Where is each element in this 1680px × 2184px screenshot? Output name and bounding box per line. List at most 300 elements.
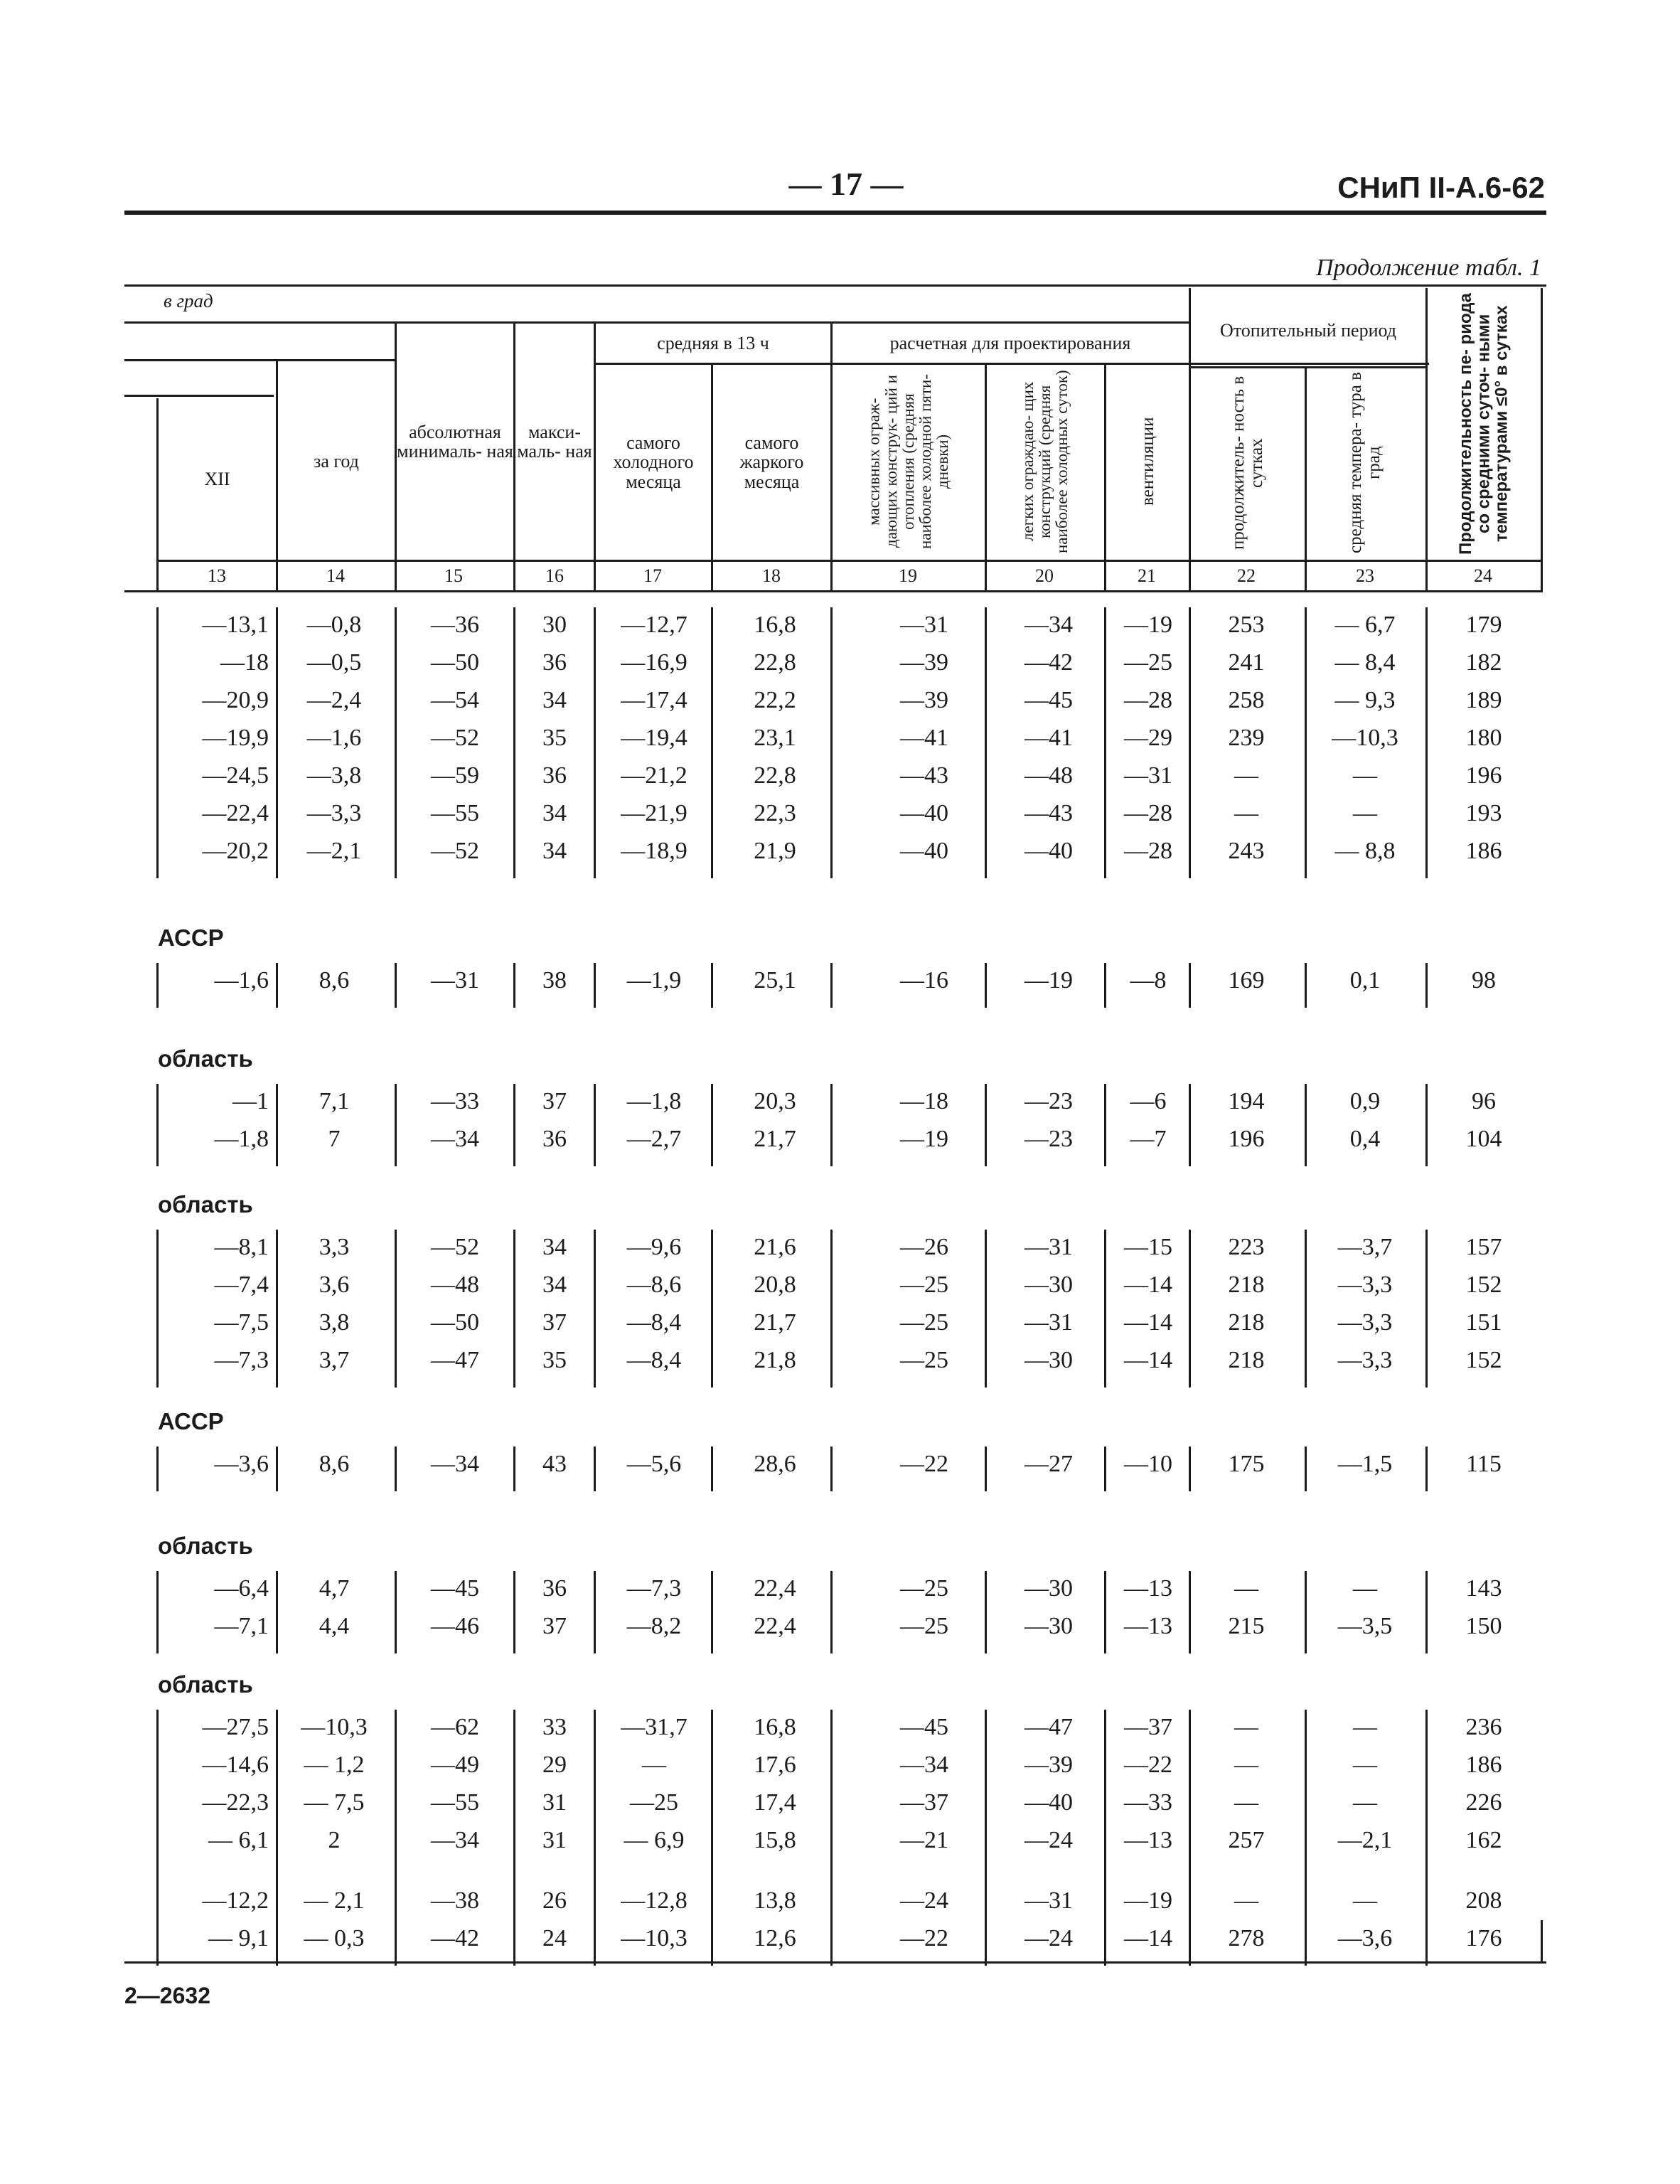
table-cell: 0,1 [1349,967,1381,994]
table-cell: — 6,7 [1334,612,1396,638]
column-divider [1305,1571,1307,1653]
column-divider [513,607,515,878]
table-cell: —2,7 [626,1126,682,1152]
table-cell: 253 [1228,612,1265,638]
table-cell: —40 [900,838,948,864]
table-cell: — [1353,800,1377,826]
table-cell: 3,7 [319,1347,350,1373]
column-divider [830,1710,833,1966]
table-cell: —15 [1124,1234,1172,1260]
header-divider [1305,366,1307,590]
table-cell: 0,4 [1349,1126,1381,1152]
table-cell: 36 [542,762,567,789]
region-label: область [158,1045,253,1072]
column-divider [594,1084,596,1166]
table-cell: —3,3 [1337,1272,1393,1298]
table-cell: — [1234,1789,1258,1816]
table-cell: 16,8 [754,612,796,638]
table-cell: 152 [1465,1347,1502,1373]
table-cell: 21,6 [754,1234,796,1260]
column-divider [395,1710,397,1966]
column-divider [985,963,987,1008]
table-cell: —30 [1024,1613,1073,1639]
table-cell: —7,1 [214,1613,269,1639]
table-cell: —34 [431,1451,479,1477]
column-header-20: легких ограждаю- щих конструкций (средняя наиболее холодных суток) [1018,370,1071,553]
table-cell: —31 [900,612,948,638]
column-divider [276,1084,278,1166]
column-number: 21 [1138,565,1156,586]
table-cell: —24 [1024,1827,1073,1853]
header-divider [985,363,987,590]
table-cell: — [1353,1575,1377,1602]
table-cell: 278 [1228,1925,1265,1951]
table-cell: —28 [1124,800,1172,826]
column-divider [985,1084,987,1166]
column-divider [1104,963,1106,1008]
table-cell: —28 [1124,838,1172,864]
table-cell: —21,9 [621,800,687,826]
column-divider [395,963,397,1008]
table-cell: — [642,1752,666,1778]
table-cell: — 2,1 [304,1887,365,1914]
column-divider [830,1571,833,1653]
column-divider [1305,1710,1307,1966]
table-cell: 15,8 [754,1827,796,1853]
table-cell: —1,6 [214,967,269,994]
table-cell: — [1234,1887,1258,1914]
table-cell: —2,4 [306,687,362,713]
table-cell: —33 [431,1088,479,1114]
column-divider [1104,1447,1106,1491]
table-cell: —13 [1124,1827,1172,1853]
column-header-18: самого жаркого месяца [739,432,804,492]
column-divider [395,1230,397,1387]
column-divider [1189,1571,1191,1653]
column-divider [156,607,159,878]
column-divider [156,1230,159,1387]
region-label: область [158,1671,253,1698]
table-cell: —41 [900,725,948,751]
table-cell: —3,5 [1337,1613,1393,1639]
column-divider [513,1230,515,1387]
table-cell: 169 [1228,967,1265,994]
table-cell: 104 [1465,1126,1502,1152]
column-number: 24 [1474,565,1492,586]
table-cell: — [1353,1789,1377,1816]
column-divider [830,1447,833,1491]
table-cell: —28 [1124,687,1172,713]
table-cell: —52 [431,725,479,751]
column-divider [513,1710,515,1966]
table-cell: —22 [900,1925,948,1951]
table-cell: 24 [542,1925,567,1951]
table-cell: —25 [900,1347,948,1373]
table-cell: 22,4 [754,1613,796,1639]
table-cell: —59 [431,762,479,789]
header-rule [124,395,274,397]
table-cell: 36 [542,1126,567,1152]
column-divider [594,607,596,878]
table-cell: 28,6 [754,1451,796,1477]
table-cell: —10,3 [301,1714,368,1740]
column-divider [1189,607,1191,878]
table-cell: —8,6 [626,1272,682,1298]
region-label: область [158,1533,253,1559]
table-cell: —34 [900,1752,948,1778]
table-cell: — 9,1 [208,1925,269,1951]
table-cell: —16,9 [621,649,687,676]
header-rule [124,359,395,361]
column-divider [1104,1084,1106,1166]
table-cell: —19 [1124,612,1172,638]
column-number: 19 [899,565,917,586]
column-divider [1425,1230,1428,1387]
table-cell: —43 [1024,800,1073,826]
table-cell: —45 [431,1575,479,1602]
table-cell: 218 [1228,1309,1265,1336]
table-cell: 37 [542,1088,567,1114]
column-divider [276,1230,278,1387]
column-divider [594,1571,596,1653]
column-divider [1189,1230,1191,1387]
table-cell: 143 [1465,1575,1502,1602]
table-cell: —6 [1130,1088,1167,1114]
table-cell: 218 [1228,1347,1265,1373]
table-cell: —36 [431,612,479,638]
column-divider [156,1084,159,1166]
table-cell: —14 [1124,1309,1172,1336]
column-divider [1305,963,1307,1008]
column-number: 13 [208,565,226,586]
table-cell: —42 [431,1925,479,1951]
table-cell: 33 [542,1714,567,1740]
table-cell: —12,8 [621,1887,687,1914]
table-cell: —55 [431,800,479,826]
table-cell: —3,3 [306,800,362,826]
column-divider [276,607,278,878]
column-divider [594,1447,596,1491]
table-cell: 7 [328,1126,341,1152]
table-cell: 257 [1228,1827,1265,1853]
table-cell: —39 [900,687,948,713]
table-cell: 21,7 [754,1126,796,1152]
table-cell: 194 [1228,1088,1265,1114]
page-number: — 17 — [788,166,904,202]
table-cell: —25 [900,1575,948,1602]
header-rule [156,560,1543,562]
table-cell: —19 [1024,967,1073,994]
table-cell: —39 [900,649,948,676]
table-cell: 98 [1472,967,1496,994]
column-divider [985,1447,987,1491]
column-divider [513,1447,515,1491]
table-cell: 196 [1228,1126,1265,1152]
table-cell: —40 [900,800,948,826]
table-cell: 218 [1228,1272,1265,1298]
table-cell: —17,4 [621,687,687,713]
table-cell: —25 [900,1613,948,1639]
table-cell: 215 [1228,1613,1265,1639]
column-divider [276,1710,278,1966]
table-cell: — [1353,762,1377,789]
table-cell: — 8,8 [1334,838,1396,864]
table-cell: —3,6 [214,1451,269,1477]
table-cell: — [1234,1752,1258,1778]
table-cell: —22,4 [202,800,269,826]
column-header-23: средняя темпера- тура в град [1345,372,1384,554]
column-number: 14 [326,565,345,586]
table-cell: —3,8 [306,762,362,789]
table-cell: —2,1 [1337,1827,1393,1853]
table-cell: — [1353,1752,1377,1778]
table-cell: —20,9 [202,687,269,713]
table-cell: —7 [1130,1126,1167,1152]
column-divider [594,1230,596,1387]
table-cell: 3,8 [319,1309,350,1336]
table-cell: —40 [1024,838,1073,864]
table-cell: —45 [1024,687,1073,713]
table-cell: 115 [1466,1451,1502,1477]
column-divider [711,963,713,1008]
table-cell: —45 [900,1714,948,1740]
table-cell: —2,1 [306,838,362,864]
table-cell: —52 [431,838,479,864]
header-divider [1541,288,1543,590]
table-cell: —23 [1024,1126,1073,1152]
table-cell: —55 [431,1789,479,1816]
column-divider [711,1710,713,1966]
column-divider [985,1710,987,1966]
table-cell: 182 [1465,649,1502,676]
table-cell: —0,8 [306,612,362,638]
table-cell: 21,9 [754,838,796,864]
region-label: АССР [158,1408,224,1434]
table-cell: —8,1 [214,1234,269,1260]
document-code: СНиП II-А.6-62 [1337,171,1545,204]
table-cell: —1,5 [1337,1451,1393,1477]
column-divider [1305,1447,1307,1491]
table-cell: 186 [1465,838,1502,864]
table-cell: 150 [1465,1613,1502,1639]
column-divider [1425,607,1428,878]
column-divider [830,1230,833,1387]
column-divider [1189,1710,1191,1966]
column-number: 16 [545,565,564,586]
column-divider [395,607,397,878]
table-cell: 8,6 [319,1451,350,1477]
table-cell: 239 [1228,725,1265,751]
table-cell: —1 [232,1088,269,1114]
column-divider [1425,963,1428,1008]
column-divider [276,1447,278,1491]
table-cell: 22,4 [754,1575,796,1602]
table-cell: 26 [542,1887,567,1914]
table-cell: —10,3 [621,1925,687,1951]
table-cell: 23,1 [754,725,796,751]
table-cell: 34 [542,687,567,713]
table-cell: —37 [1124,1714,1172,1740]
table-cell: —33 [1124,1789,1172,1816]
table-cell: —10 [1124,1451,1172,1477]
table-cell: —7,3 [214,1347,269,1373]
table-cell: 236 [1465,1714,1502,1740]
table-cell: — [1234,800,1258,826]
table-cell: 37 [542,1613,567,1639]
table-cell: —42 [1024,649,1073,676]
table-cell: — 9,3 [1334,687,1396,713]
column-divider [711,1447,713,1491]
table-cell: 4,7 [319,1575,350,1602]
table-bottom-rule [124,1961,1546,1964]
header-rule [124,590,1543,592]
column-number: 17 [643,565,662,586]
table-cell: —31 [1124,762,1172,789]
table-cell: —39 [1024,1752,1073,1778]
table-cell: 20,3 [754,1088,796,1114]
table-cell: 151 [1465,1309,1502,1336]
header-divider [1104,363,1106,590]
column-divider [513,963,515,1008]
table-cell: 0,9 [1349,1088,1381,1114]
column-divider [985,607,987,878]
table-cell: 176 [1465,1925,1502,1951]
column-number: 20 [1035,565,1054,586]
table-cell: 43 [542,1451,567,1477]
table-cell: 34 [542,1234,567,1260]
column-divider [711,1084,713,1166]
table-cell: —7,3 [626,1575,682,1602]
column-divider [985,1571,987,1653]
table-cell: — [1353,1714,1377,1740]
header-rule [124,211,1546,215]
column-divider [156,963,159,1008]
column-header-14: за год [314,450,359,472]
table-cell: —8,2 [626,1613,682,1639]
table-cell: —46 [431,1613,479,1639]
table-continuation-label: Продолжение табл. 1 [1315,255,1541,281]
table-cell: 157 [1465,1234,1502,1260]
table-top-rule [124,284,1546,287]
table-cell: —37 [900,1789,948,1816]
table-cell: —12,7 [621,612,687,638]
column-divider [276,963,278,1008]
table-cell: —34 [431,1827,479,1853]
table-cell: 162 [1465,1827,1502,1853]
table-cell: 22,2 [754,687,796,713]
table-cell: —21 [900,1827,948,1853]
table-cell: 2 [328,1827,341,1853]
table-cell: — [1234,762,1258,789]
column-divider [1104,1571,1106,1653]
table-cell: 29 [542,1752,567,1778]
column-header-16: макси- маль- ная [517,421,592,462]
column-divider [985,1230,987,1387]
table-cell: 226 [1465,1789,1502,1816]
table-cell: —62 [431,1714,479,1740]
table-cell: 258 [1228,687,1265,713]
table-cell: —31,7 [621,1714,687,1740]
table-cell: 208 [1465,1887,1502,1914]
table-cell: 180 [1465,725,1502,751]
table-cell: — 1,2 [304,1752,365,1778]
table-cell: —48 [431,1272,479,1298]
column-divider [1305,607,1307,878]
table-cell: 37 [542,1309,567,1336]
table-cell: —24 [1024,1925,1073,1951]
table-cell: 96 [1472,1088,1496,1114]
table-cell: —7,4 [214,1272,269,1298]
table-cell: 34 [542,1272,567,1298]
table-cell: —6,4 [214,1575,269,1602]
table-cell: 8,6 [319,967,350,994]
table-cell: — [1234,1575,1258,1602]
table-cell: — 7,5 [304,1789,365,1816]
table-cell: —26 [900,1234,948,1260]
table-cell: —25 [1124,649,1172,676]
table-cell: 22,3 [754,800,796,826]
table-cell: 35 [542,1347,567,1373]
column-divider [513,1571,515,1653]
group-header-heating: Отопительный период [1219,320,1396,341]
table-cell: —18 [220,649,269,676]
table-cell: —41 [1024,725,1073,751]
column-divider [1189,1447,1191,1491]
table-cell: —22 [900,1451,948,1477]
table-cell: —22 [1124,1752,1172,1778]
column-divider [276,1571,278,1653]
table-cell: —13 [1124,1613,1172,1639]
region-label: область [158,1191,253,1218]
table-cell: —50 [431,649,479,676]
table-cell: —20,2 [202,838,269,864]
table-cell: 193 [1465,800,1502,826]
table-cell: —8,4 [626,1347,682,1373]
table-cell: —52 [431,1234,479,1260]
table-cell: —0,5 [306,649,362,676]
column-number: 18 [762,565,781,586]
table-cell: 189 [1465,687,1502,713]
table-cell: —9,6 [626,1234,682,1260]
table-cell: 31 [542,1827,567,1853]
table-cell: 31 [542,1789,567,1816]
table-cell: 186 [1465,1752,1502,1778]
column-divider [395,1084,397,1166]
table-cell: 4,4 [319,1613,350,1639]
table-cell: —31 [1024,1234,1073,1260]
column-divider [830,963,833,1008]
table-cell: 35 [542,725,567,751]
table-cell: —3,7 [1337,1234,1393,1260]
table-cell: 175 [1228,1451,1265,1477]
table-cell: —54 [431,687,479,713]
column-divider [1425,1447,1428,1491]
table-cell: 22,8 [754,762,796,789]
table-cell: —49 [431,1752,479,1778]
column-divider [1104,1710,1106,1966]
table-cell: —12,2 [202,1887,269,1914]
column-divider [594,1710,596,1966]
table-cell: 21,7 [754,1309,796,1336]
table-cell: —14 [1124,1925,1172,1951]
table-cell: —21,2 [621,762,687,789]
table-cell: 38 [542,967,567,994]
column-divider [1305,1230,1307,1387]
table-cell: — [1234,1714,1258,1740]
table-cell: —1,9 [626,967,682,994]
table-cell: —14 [1124,1347,1172,1373]
column-divider [1104,607,1106,878]
